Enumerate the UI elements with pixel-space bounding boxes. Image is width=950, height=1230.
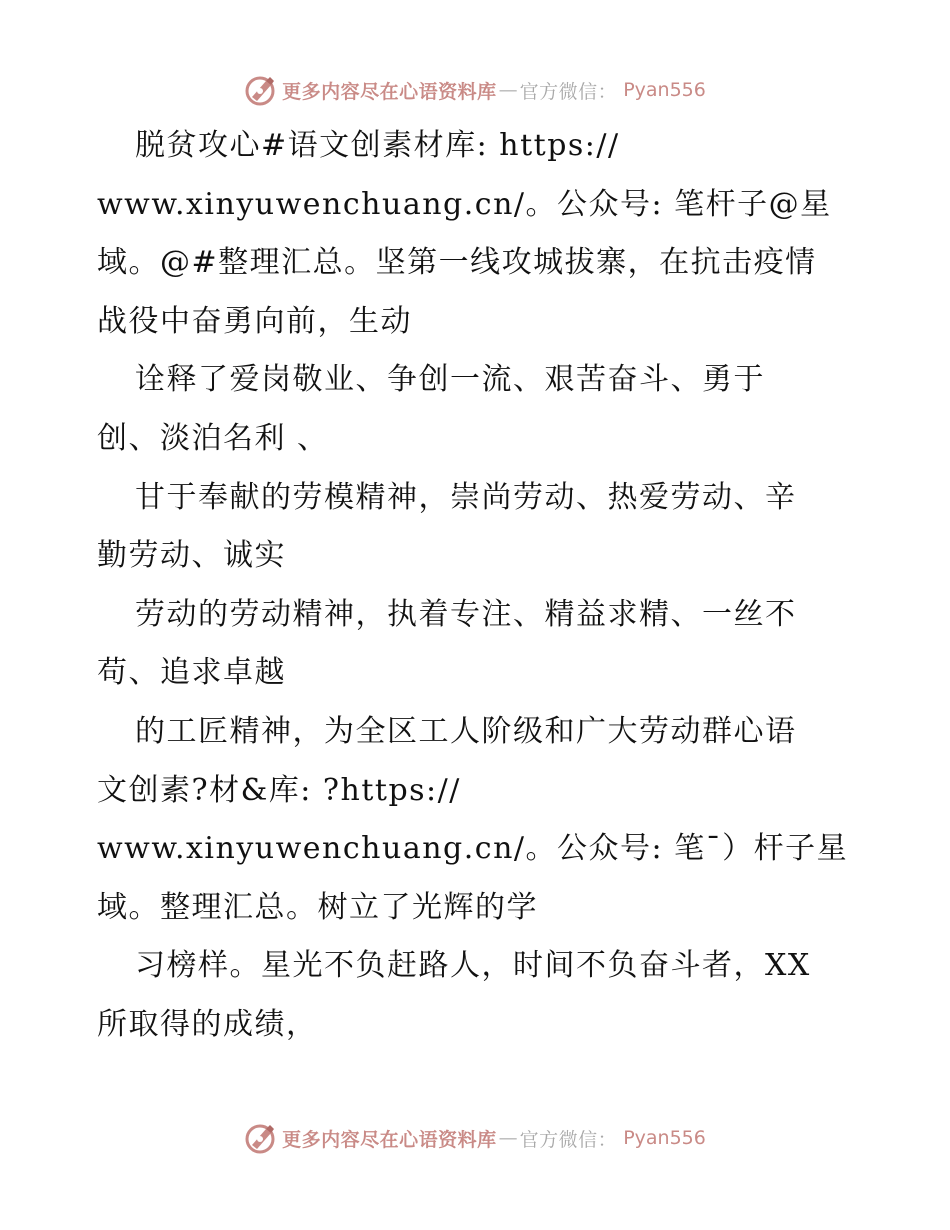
text-line: 诠释了爱岗敬业、争创一流、艰苦奋斗、勇于 [135,362,765,398]
text-line: 文创素?材&库: ?https:// [97,772,461,808]
text-line: 甘于奉献的劳模精神，崇尚劳动、热爱劳动、辛 [135,479,797,515]
text-line: 习榜样。星光不负赶路人，时间不负奋斗者，XX [135,948,811,984]
text-line: 劳动的劳动精神，执着专注、精益求精、一丝不 [135,596,797,632]
text-line: 苟、追求卓越 [97,655,286,691]
text-line: 创、淡泊名利 、 [97,420,329,456]
banner-official-label: 官方微信： [519,1128,618,1151]
banner-official-label: 官方微信： [519,80,618,103]
text-line: 的工匠精神，为全区工人阶级和广大劳动群心语 [135,713,797,749]
text-line: 脱贫攻心#语文创素材库: https:// [135,128,620,163]
banner-main-text: 更多内容尽在心语资料库 [282,80,497,103]
pen-logo-icon [244,73,278,107]
footer-banner [0,1118,950,1158]
banner-dash: — [498,79,518,101]
text-line: 战役中奋勇向前，生动 [97,303,412,339]
text-line: www.xinyuwenchuang.cn/。公众号: 笔¯）杆子星 [97,831,849,867]
banner-main-text: 更多内容尽在心语资料库 [282,1128,497,1151]
text-line: 域。整理汇总。树立了光辉的学 [97,889,538,925]
body-text [97,117,857,1055]
text-line: 域。@#整理汇总。坚第一线攻城拔寨，在抗击疫情 [97,245,817,281]
text-line: 所取得的成绩， [97,1006,318,1042]
banner-wechat-handle: Pyan556 [623,1127,706,1149]
text-line: www.xinyuwenchuang.cn/。公众号: 笔杆子@星 [97,186,832,222]
banner-wechat-handle: Pyan556 [623,79,706,101]
banner-dash: — [498,1127,518,1149]
pen-logo-icon [244,1121,278,1155]
text-line: 勤劳动、诚实 [97,538,286,574]
header-banner [0,70,950,110]
